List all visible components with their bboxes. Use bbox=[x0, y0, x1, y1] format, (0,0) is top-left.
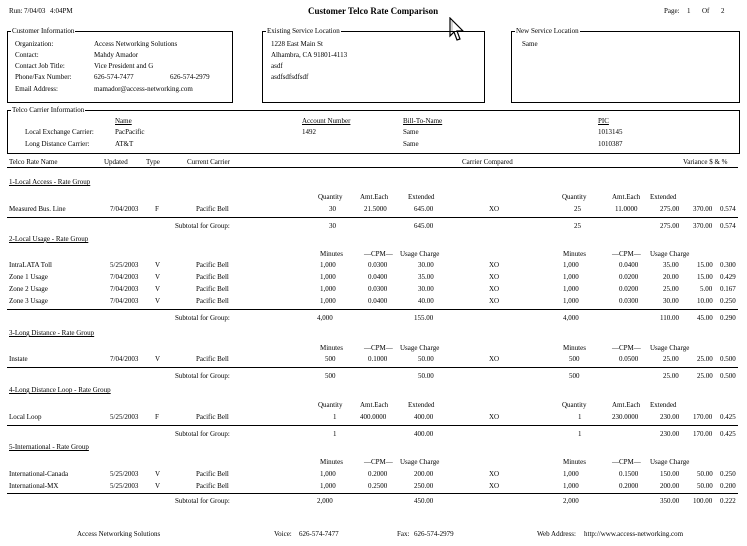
row-divider bbox=[7, 425, 738, 426]
subhead-usage-charge: Usage Charge bbox=[400, 458, 440, 466]
ldc-pic: 1010387 bbox=[598, 140, 623, 148]
compared-amt-each: 230.0000 bbox=[612, 413, 639, 421]
compared-carrier: XO bbox=[489, 355, 500, 363]
updated-date: 5/25/2003 bbox=[110, 482, 139, 490]
subtotal-quantity: 30 bbox=[329, 222, 336, 230]
subhead-usage-charge: Usage Charge bbox=[650, 250, 690, 258]
carrier-col-bill: Bill-To-Name bbox=[403, 117, 443, 125]
subhead-amt-each: Amt.Each bbox=[360, 193, 389, 201]
minutes: 1,000 bbox=[320, 482, 336, 490]
subtotal-minutes: 2,000 bbox=[317, 497, 333, 505]
page-total: 2 bbox=[721, 7, 725, 15]
subtotal-extended: 400.00 bbox=[414, 430, 434, 438]
organization-value: Access Networking Solutions bbox=[94, 40, 178, 48]
current-carrier: Pacific Bell bbox=[196, 470, 229, 478]
subtotal-variance-amount: 170.00 bbox=[693, 430, 713, 438]
fax-value: 626-574-2979 bbox=[170, 73, 210, 81]
existing-address-line1: 1228 East Main St bbox=[271, 40, 323, 48]
rate-name: Zone 3 Usage bbox=[9, 297, 48, 305]
col-type: Type bbox=[146, 158, 160, 166]
subhead-quantity: Quantity bbox=[318, 193, 343, 201]
existing-address-line3: asdf bbox=[271, 62, 283, 70]
footer-voice-label: Voice: bbox=[274, 530, 292, 538]
compared-cpm: 0.1500 bbox=[619, 470, 639, 478]
compared-minutes: 1,000 bbox=[563, 273, 579, 281]
variance-amount: 15.00 bbox=[697, 261, 713, 269]
compared-usage-charge: 35.00 bbox=[663, 261, 679, 269]
quantity: 30 bbox=[329, 205, 336, 213]
lec-label: Local Exchange Carrier: bbox=[25, 128, 94, 136]
col-carrier-compared: Carrier Compared bbox=[462, 158, 513, 166]
usage-charge: 40.00 bbox=[418, 297, 434, 305]
subtotal-variance-amount: 25.00 bbox=[697, 372, 713, 380]
compared-cpm: 0.0200 bbox=[619, 285, 639, 293]
subhead-cpm: —CPM— bbox=[364, 344, 393, 352]
email-label: Email Address: bbox=[15, 85, 58, 93]
compared-minutes: 1,000 bbox=[563, 261, 579, 269]
subtotal-compared-extended: 275.00 bbox=[660, 222, 680, 230]
usage-charge: 200.00 bbox=[414, 470, 434, 478]
rate-type: F bbox=[155, 205, 159, 213]
group-title: 2-Local Usage - Rate Group bbox=[9, 235, 89, 243]
usage-charge: 50.00 bbox=[418, 355, 434, 363]
subtotal-quantity: 1 bbox=[333, 430, 337, 438]
rate-name: Zone 2 Usage bbox=[9, 285, 48, 293]
cpm: 0.0300 bbox=[368, 285, 388, 293]
carrier-info-legend: Telco Carrier Information bbox=[12, 106, 85, 114]
subhead-cpm: —CPM— bbox=[612, 250, 641, 258]
compared-minutes: 500 bbox=[569, 355, 580, 363]
subhead-extended: Extended bbox=[408, 401, 435, 409]
compared-usage-charge: 25.00 bbox=[663, 355, 679, 363]
phone-fax-label: Phone/Fax Number: bbox=[15, 73, 72, 81]
compared-carrier: XO bbox=[489, 482, 500, 490]
subtotal-label: Subtotal for Group: bbox=[175, 430, 230, 438]
lec-bill: Same bbox=[403, 128, 419, 136]
extended: 645.00 bbox=[414, 205, 434, 213]
variance-amount: 10.00 bbox=[697, 297, 713, 305]
updated-date: 7/04/2003 bbox=[110, 205, 139, 213]
updated-date: 5/25/2003 bbox=[110, 261, 139, 269]
ldc-label: Long Distance Carrier: bbox=[25, 140, 90, 148]
rate-name: International-MX bbox=[9, 482, 59, 490]
compared-usage-charge: 150.00 bbox=[660, 470, 680, 478]
contact-value: Mahdy Amador bbox=[94, 51, 139, 59]
subhead-extended: Extended bbox=[650, 401, 677, 409]
subtotal-compared-minutes: 500 bbox=[569, 372, 580, 380]
email-value: mamador@access-networking.com bbox=[94, 85, 193, 93]
subhead-minutes: Minutes bbox=[320, 458, 343, 466]
subtotal-variance-percent: 0.425 bbox=[720, 430, 736, 438]
subtotal-label: Subtotal for Group: bbox=[175, 314, 230, 322]
existing-address-line4: asdfsdfsdfsdf bbox=[271, 73, 309, 81]
compared-minutes: 1,000 bbox=[563, 482, 579, 490]
variance-amount: 15.00 bbox=[697, 273, 713, 281]
compared-carrier: XO bbox=[489, 273, 500, 281]
run-time: 4:04PM bbox=[50, 7, 73, 15]
subhead-amt-each: Amt.Each bbox=[360, 401, 389, 409]
rate-type: F bbox=[155, 413, 159, 421]
subhead-cpm: —CPM— bbox=[364, 250, 393, 258]
footer-fax: 626-574-2979 bbox=[414, 530, 454, 538]
current-carrier: Pacific Bell bbox=[196, 285, 229, 293]
carrier-col-account: Account Number bbox=[302, 117, 351, 125]
compared-carrier: XO bbox=[489, 297, 500, 305]
subhead-cpm: —CPM— bbox=[364, 458, 393, 466]
updated-date: 7/04/2003 bbox=[110, 355, 139, 363]
subtotal-variance-amount: 370.00 bbox=[693, 222, 713, 230]
subtotal-label: Subtotal for Group: bbox=[175, 497, 230, 505]
extended: 400.00 bbox=[414, 413, 434, 421]
compared-carrier: XO bbox=[489, 470, 500, 478]
subhead-minutes: Minutes bbox=[320, 250, 343, 258]
rate-name: Instate bbox=[9, 355, 28, 363]
lec-pic: 1013145 bbox=[598, 128, 623, 136]
current-carrier: Pacific Bell bbox=[196, 482, 229, 490]
subtotal-variance-percent: 0.500 bbox=[720, 372, 736, 380]
variance-percent: 0.300 bbox=[720, 261, 736, 269]
col-rate-name: Telco Rate Name bbox=[9, 158, 58, 166]
compared-minutes: 1,000 bbox=[563, 285, 579, 293]
usage-charge: 30.00 bbox=[418, 285, 434, 293]
rate-name: Zone 1 Usage bbox=[9, 273, 48, 281]
compared-minutes: 1,000 bbox=[563, 470, 579, 478]
subtotal-compared-usage-charge: 25.00 bbox=[663, 372, 679, 380]
footer-fax-label: Fax: bbox=[397, 530, 410, 538]
subhead-cpm: —CPM— bbox=[612, 344, 641, 352]
subtotal-minutes: 4,000 bbox=[317, 314, 333, 322]
subtotal-extended: 645.00 bbox=[414, 222, 434, 230]
subtotal-usage-charge: 50.00 bbox=[418, 372, 434, 380]
subtotal-variance-amount: 45.00 bbox=[697, 314, 713, 322]
amt-each: 400.0000 bbox=[360, 413, 387, 421]
minutes: 1,000 bbox=[320, 470, 336, 478]
subtotal-minutes: 500 bbox=[325, 372, 336, 380]
rate-name: IntraLATA Toll bbox=[9, 261, 52, 269]
variance-amount: 5.00 bbox=[700, 285, 713, 293]
variance-amount: 50.00 bbox=[697, 470, 713, 478]
rate-type: V bbox=[155, 470, 161, 478]
updated-date: 5/25/2003 bbox=[110, 413, 139, 421]
subhead-minutes: Minutes bbox=[563, 250, 586, 258]
minutes: 1,000 bbox=[320, 297, 336, 305]
compared-minutes: 1,000 bbox=[563, 297, 579, 305]
variance-percent: 0.574 bbox=[720, 205, 736, 213]
subtotal-variance-percent: 0.574 bbox=[720, 222, 736, 230]
compared-cpm: 0.2000 bbox=[619, 482, 639, 490]
group-title: 4-Long Distance Loop - Rate Group bbox=[9, 386, 111, 394]
rate-type: V bbox=[155, 261, 161, 269]
subtotal-compared-minutes: 4,000 bbox=[563, 314, 579, 322]
footer-web-label: Web Address: bbox=[537, 530, 576, 538]
variance-amount: 50.00 bbox=[697, 482, 713, 490]
compared-carrier: XO bbox=[489, 413, 500, 421]
new-location-legend: New Service Location bbox=[516, 27, 579, 35]
rate-name: International-Canada bbox=[9, 470, 69, 478]
compared-carrier: XO bbox=[489, 261, 500, 269]
subtotal-variance-percent: 0.290 bbox=[720, 314, 736, 322]
subtotal-label: Subtotal for Group: bbox=[175, 222, 230, 230]
variance-percent: 0.250 bbox=[720, 470, 736, 478]
rate-name: Local Loop bbox=[9, 413, 42, 421]
updated-date: 5/25/2003 bbox=[110, 470, 139, 478]
variance-amount: 370.00 bbox=[693, 205, 713, 213]
page-label: Page: bbox=[664, 7, 680, 15]
subtotal-variance-percent: 0.222 bbox=[720, 497, 736, 505]
job-title-label: Contact Job Title: bbox=[15, 62, 65, 70]
rate-type: V bbox=[155, 355, 161, 363]
compared-usage-charge: 30.00 bbox=[663, 297, 679, 305]
subhead-minutes: Minutes bbox=[563, 458, 586, 466]
subhead-quantity: Quantity bbox=[562, 401, 587, 409]
footer-web[interactable]: http://www.access-networking.com bbox=[584, 530, 684, 538]
variance-amount: 25.00 bbox=[697, 355, 713, 363]
ldc-bill: Same bbox=[403, 140, 419, 148]
compared-quantity: 1 bbox=[578, 413, 582, 421]
updated-date: 7/04/2003 bbox=[110, 273, 139, 281]
cpm: 0.2000 bbox=[368, 470, 388, 478]
subtotal-compared-usage-charge: 350.00 bbox=[660, 497, 680, 505]
minutes: 1,000 bbox=[320, 285, 336, 293]
subhead-quantity: Quantity bbox=[562, 193, 587, 201]
current-carrier: Pacific Bell bbox=[196, 297, 229, 305]
compared-cpm: 0.0300 bbox=[619, 297, 639, 305]
subhead-minutes: Minutes bbox=[320, 344, 343, 352]
subtotal-compared-quantity: 25 bbox=[574, 222, 581, 230]
report-title: Customer Telco Rate Comparison bbox=[308, 6, 439, 16]
customer-info-legend: Customer Information bbox=[12, 27, 75, 35]
group-title: 5-International - Rate Group bbox=[9, 443, 89, 451]
run-date: 7/04/03 bbox=[24, 7, 46, 15]
variance-percent: 0.250 bbox=[720, 297, 736, 305]
rate-type: V bbox=[155, 273, 161, 281]
subhead-extended: Extended bbox=[650, 193, 677, 201]
current-carrier: Pacific Bell bbox=[196, 273, 229, 281]
cpm: 0.0400 bbox=[368, 297, 388, 305]
subhead-extended: Extended bbox=[408, 193, 435, 201]
subtotal-usage-charge: 450.00 bbox=[414, 497, 434, 505]
row-divider bbox=[7, 493, 738, 494]
ldc-name: AT&T bbox=[115, 140, 134, 148]
col-updated: Updated bbox=[104, 158, 128, 166]
minutes: 1,000 bbox=[320, 273, 336, 281]
job-title-value: Vice President and G bbox=[94, 62, 154, 70]
updated-date: 7/04/2003 bbox=[110, 285, 139, 293]
subtotal-variance-amount: 100.00 bbox=[693, 497, 713, 505]
page-number: 1 bbox=[687, 7, 691, 15]
compared-amt-each: 11.0000 bbox=[615, 205, 638, 213]
current-carrier: Pacific Bell bbox=[196, 261, 229, 269]
compared-usage-charge: 20.00 bbox=[663, 273, 679, 281]
cpm: 0.1000 bbox=[368, 355, 388, 363]
organization-label: Organization: bbox=[15, 40, 54, 48]
subtotal-compared-quantity: 1 bbox=[578, 430, 582, 438]
subhead-cpm: —CPM— bbox=[612, 458, 641, 466]
row-divider bbox=[7, 367, 738, 368]
compared-carrier: XO bbox=[489, 285, 500, 293]
existing-location-legend: Existing Service Location bbox=[267, 27, 340, 35]
row-divider bbox=[7, 217, 738, 218]
compared-usage-charge: 25.00 bbox=[663, 285, 679, 293]
cpm: 0.0400 bbox=[368, 273, 388, 281]
lec-account: 1492 bbox=[302, 128, 316, 136]
existing-address-line2: Alhambra, CA 91801-4113 bbox=[271, 51, 348, 59]
contact-label: Contact: bbox=[15, 51, 39, 59]
compared-cpm: 0.0400 bbox=[619, 261, 639, 269]
new-location-value: Same bbox=[522, 40, 538, 48]
amt-each: 21.5000 bbox=[364, 205, 387, 213]
subtotal-label: Subtotal for Group: bbox=[175, 372, 230, 380]
col-variance: Variance $ & % bbox=[683, 158, 728, 166]
subtotal-compared-minutes: 2,000 bbox=[563, 497, 579, 505]
subtotal-compared-usage-charge: 110.00 bbox=[660, 314, 679, 322]
variance-percent: 0.500 bbox=[720, 355, 736, 363]
current-carrier: Pacific Bell bbox=[196, 355, 229, 363]
usage-charge: 250.00 bbox=[414, 482, 434, 490]
group-title: 1-Local Access - Rate Group bbox=[9, 178, 91, 186]
compared-cpm: 0.0500 bbox=[619, 355, 639, 363]
minutes: 1,000 bbox=[320, 261, 336, 269]
run-label: Run: bbox=[9, 7, 23, 15]
subhead-quantity: Quantity bbox=[318, 401, 343, 409]
group-title: 3-Long Distance - Rate Group bbox=[9, 329, 95, 337]
row-divider bbox=[7, 309, 738, 310]
subhead-usage-charge: Usage Charge bbox=[650, 344, 690, 352]
col-current-carrier: Current Carrier bbox=[187, 158, 230, 166]
footer-voice: 626-574-7477 bbox=[299, 530, 339, 538]
cpm: 0.0300 bbox=[368, 261, 388, 269]
lec-name: PacPacific bbox=[115, 128, 145, 136]
new-location-box bbox=[511, 27, 740, 103]
compared-quantity: 25 bbox=[574, 205, 581, 213]
rate-name: Measured Bus. Line bbox=[9, 205, 66, 213]
rate-type: V bbox=[155, 482, 161, 490]
usage-charge: 35.00 bbox=[418, 273, 434, 281]
subhead-usage-charge: Usage Charge bbox=[650, 458, 690, 466]
subhead-usage-charge: Usage Charge bbox=[400, 344, 440, 352]
subhead-usage-charge: Usage Charge bbox=[400, 250, 440, 258]
variance-percent: 0.425 bbox=[720, 413, 736, 421]
compared-extended: 275.00 bbox=[660, 205, 680, 213]
current-carrier: Pacific Bell bbox=[196, 205, 229, 213]
rate-type: V bbox=[155, 285, 161, 293]
subhead-amt-each: Amt.Each bbox=[612, 401, 641, 409]
quantity: 1 bbox=[333, 413, 337, 421]
page-of-label: Of bbox=[702, 7, 710, 15]
compared-extended: 230.00 bbox=[660, 413, 680, 421]
rate-type: V bbox=[155, 297, 161, 305]
variance-percent: 0.200 bbox=[720, 482, 736, 490]
subtotal-compared-extended: 230.00 bbox=[660, 430, 680, 438]
subhead-minutes: Minutes bbox=[563, 344, 586, 352]
variance-percent: 0.167 bbox=[720, 285, 736, 293]
cpm: 0.2500 bbox=[368, 482, 388, 490]
current-carrier: Pacific Bell bbox=[196, 413, 229, 421]
usage-charge: 30.00 bbox=[418, 261, 434, 269]
subtotal-usage-charge: 155.00 bbox=[414, 314, 434, 322]
carrier-col-pic: PIC bbox=[598, 117, 609, 125]
header-divider bbox=[7, 167, 738, 168]
minutes: 500 bbox=[325, 355, 336, 363]
variance-percent: 0.429 bbox=[720, 273, 736, 281]
updated-date: 7/04/2003 bbox=[110, 297, 139, 305]
compared-usage-charge: 200.00 bbox=[660, 482, 680, 490]
footer-company: Access Networking Solutions bbox=[77, 530, 161, 538]
compared-carrier: XO bbox=[489, 205, 500, 213]
phone-value: 626-574-7477 bbox=[94, 73, 134, 81]
compared-cpm: 0.0200 bbox=[619, 273, 639, 281]
variance-amount: 170.00 bbox=[693, 413, 713, 421]
subhead-amt-each: Amt.Each bbox=[612, 193, 641, 201]
carrier-col-name: Name bbox=[115, 117, 132, 125]
